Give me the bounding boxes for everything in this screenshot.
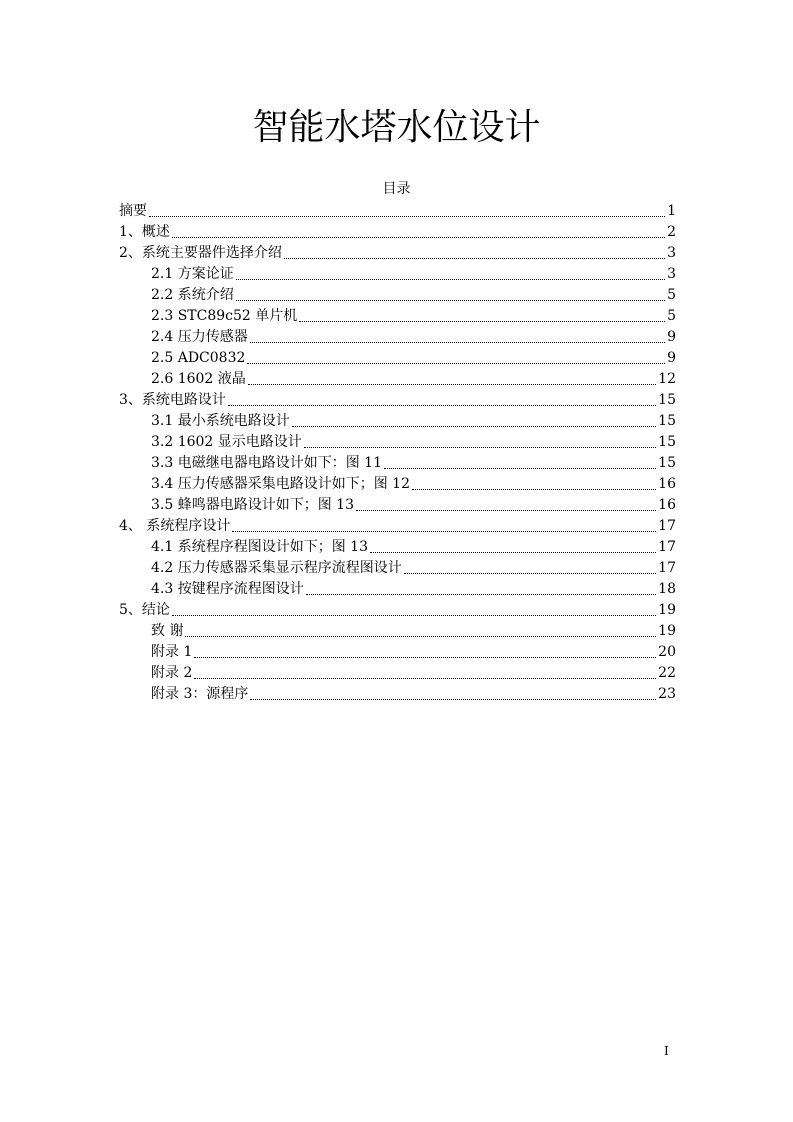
toc-leader-dots [304, 433, 656, 448]
toc-entry-page: 12 [658, 371, 676, 387]
toc-entry-label: 4.3 按键程序流程图设计 [151, 581, 304, 597]
toc-entry[interactable] [119, 264, 676, 285]
toc-entry-page: 16 [658, 476, 676, 492]
toc-entry-page: 9 [667, 350, 676, 366]
toc-entry-page: 3 [667, 266, 676, 282]
toc-leader-dots [247, 349, 665, 364]
toc-entry-label: 2.4 压力传感器 [151, 329, 248, 345]
toc-leader-dots [306, 580, 656, 595]
toc-leader-dots [250, 685, 656, 700]
toc-entry-label: 附录 2 [151, 665, 193, 681]
toc-leader-dots [370, 538, 656, 553]
toc-entry-page: 20 [658, 644, 676, 660]
toc-entry-label: 2.5 ADC0832 [151, 350, 246, 366]
toc-entry-label: 3.1 最小系统电路设计 [151, 413, 290, 429]
toc-leader-dots [228, 391, 656, 406]
toc-entry[interactable] [119, 621, 676, 642]
toc-entry-page: 23 [658, 686, 676, 702]
toc-entry-label: 2.3 STC89c52 单片机 [151, 308, 298, 324]
toc-entry-label: 2、系统主要器件选择介绍 [119, 245, 282, 261]
page-number: I [664, 1044, 669, 1058]
toc-entry-page: 18 [658, 581, 676, 597]
toc-entry-page: 1 [667, 203, 676, 219]
toc-entry-label: 3、系统电路设计 [119, 392, 226, 408]
toc-entry-page: 15 [658, 392, 676, 408]
toc-entry-page: 15 [658, 413, 676, 429]
toc-leader-dots [250, 328, 665, 343]
toc-leader-dots [404, 559, 656, 574]
toc-entry[interactable] [119, 558, 676, 579]
toc-leader-dots [236, 286, 665, 301]
toc-entry[interactable] [119, 411, 676, 432]
toc-entry-label: 附录 1 [151, 644, 193, 660]
toc-entry[interactable] [119, 222, 676, 243]
toc-leader-dots [232, 517, 656, 532]
toc-entry-label: 摘要 [119, 203, 147, 219]
toc-leader-dots [172, 601, 656, 616]
toc-entry-label: 3.5 蜂鸣器电路设计如下；图 13 [151, 497, 354, 513]
toc-entry-label: 2.6 1602 液晶 [151, 371, 246, 387]
toc-entry-label: 附录 3：源程序 [151, 686, 249, 702]
toc-entry[interactable] [119, 348, 676, 369]
toc-entry-page: 17 [658, 539, 676, 555]
toc-entry[interactable] [119, 474, 676, 495]
toc-leader-dots [248, 370, 656, 385]
toc-entry-page: 19 [658, 602, 676, 618]
toc-entry[interactable] [119, 432, 676, 453]
toc-entry-label: 2.2 系统介绍 [151, 287, 234, 303]
toc-entry-page: 2 [667, 224, 676, 240]
toc-entry-page: 22 [658, 665, 676, 681]
toc-entry[interactable] [119, 663, 676, 684]
document-title: 智能水塔水位设计 [252, 107, 541, 148]
toc-entry-label: 3.2 1602 显示电路设计 [151, 434, 302, 450]
toc-entry-page: 15 [658, 455, 676, 471]
toc-entry[interactable] [119, 495, 676, 516]
toc-entry[interactable] [119, 201, 676, 222]
toc-entry-label: 4.1 系统程序程图设计如下；图 13 [151, 539, 368, 555]
toc-leader-dots [185, 622, 656, 637]
toc-leader-dots [292, 412, 656, 427]
toc-leader-dots [412, 475, 656, 490]
toc-entry-page: 5 [667, 308, 676, 324]
toc-leader-dots [299, 307, 665, 322]
toc-leader-dots [172, 223, 665, 238]
toc-leader-dots [356, 496, 656, 511]
toc-entry-page: 3 [667, 245, 676, 261]
toc-entry-label: 4、 系统程序设计 [119, 518, 231, 534]
toc-entry-label: 4.2 压力传感器采集显示程序流程图设计 [151, 560, 402, 576]
toc-entry-label: 1、概述 [119, 224, 170, 240]
toc-entry-page: 9 [667, 329, 676, 345]
toc-entry-label: 2.1 方案论证 [151, 266, 234, 282]
toc-entry[interactable] [119, 579, 676, 600]
toc-entry-label: 3.4 压力传感器采集电路设计如下；图 12 [151, 476, 410, 492]
toc-entry[interactable] [119, 306, 676, 327]
toc-entry-page: 17 [658, 560, 676, 576]
table-of-contents [119, 201, 676, 705]
toc-entry[interactable] [119, 390, 676, 411]
toc-entry[interactable] [119, 537, 676, 558]
toc-entry[interactable] [119, 516, 676, 537]
toc-entry-page: 15 [658, 434, 676, 450]
toc-entry-page: 5 [667, 287, 676, 303]
toc-leader-dots [236, 265, 665, 280]
toc-entry[interactable] [119, 285, 676, 306]
toc-heading: 目录 [382, 181, 411, 197]
toc-leader-dots [194, 643, 656, 658]
toc-entry[interactable] [119, 369, 676, 390]
toc-entry[interactable] [119, 642, 676, 663]
toc-entry[interactable] [119, 243, 676, 264]
toc-entry-page: 19 [658, 623, 676, 639]
toc-leader-dots [384, 454, 656, 469]
toc-leader-dots [284, 244, 665, 259]
toc-entry-label: 3.3 电磁继电器电路设计如下：图 11 [151, 455, 382, 471]
toc-entry-page: 16 [658, 497, 676, 513]
toc-entry[interactable] [119, 453, 676, 474]
toc-leader-dots [194, 664, 656, 679]
toc-entry-page: 17 [658, 518, 676, 534]
toc-entry-label: 5、结论 [119, 602, 170, 618]
toc-leader-dots [149, 202, 665, 217]
toc-entry[interactable] [119, 327, 676, 348]
toc-entry[interactable] [119, 684, 676, 705]
toc-entry-label: 致 谢 [151, 623, 184, 639]
toc-entry[interactable] [119, 600, 676, 621]
